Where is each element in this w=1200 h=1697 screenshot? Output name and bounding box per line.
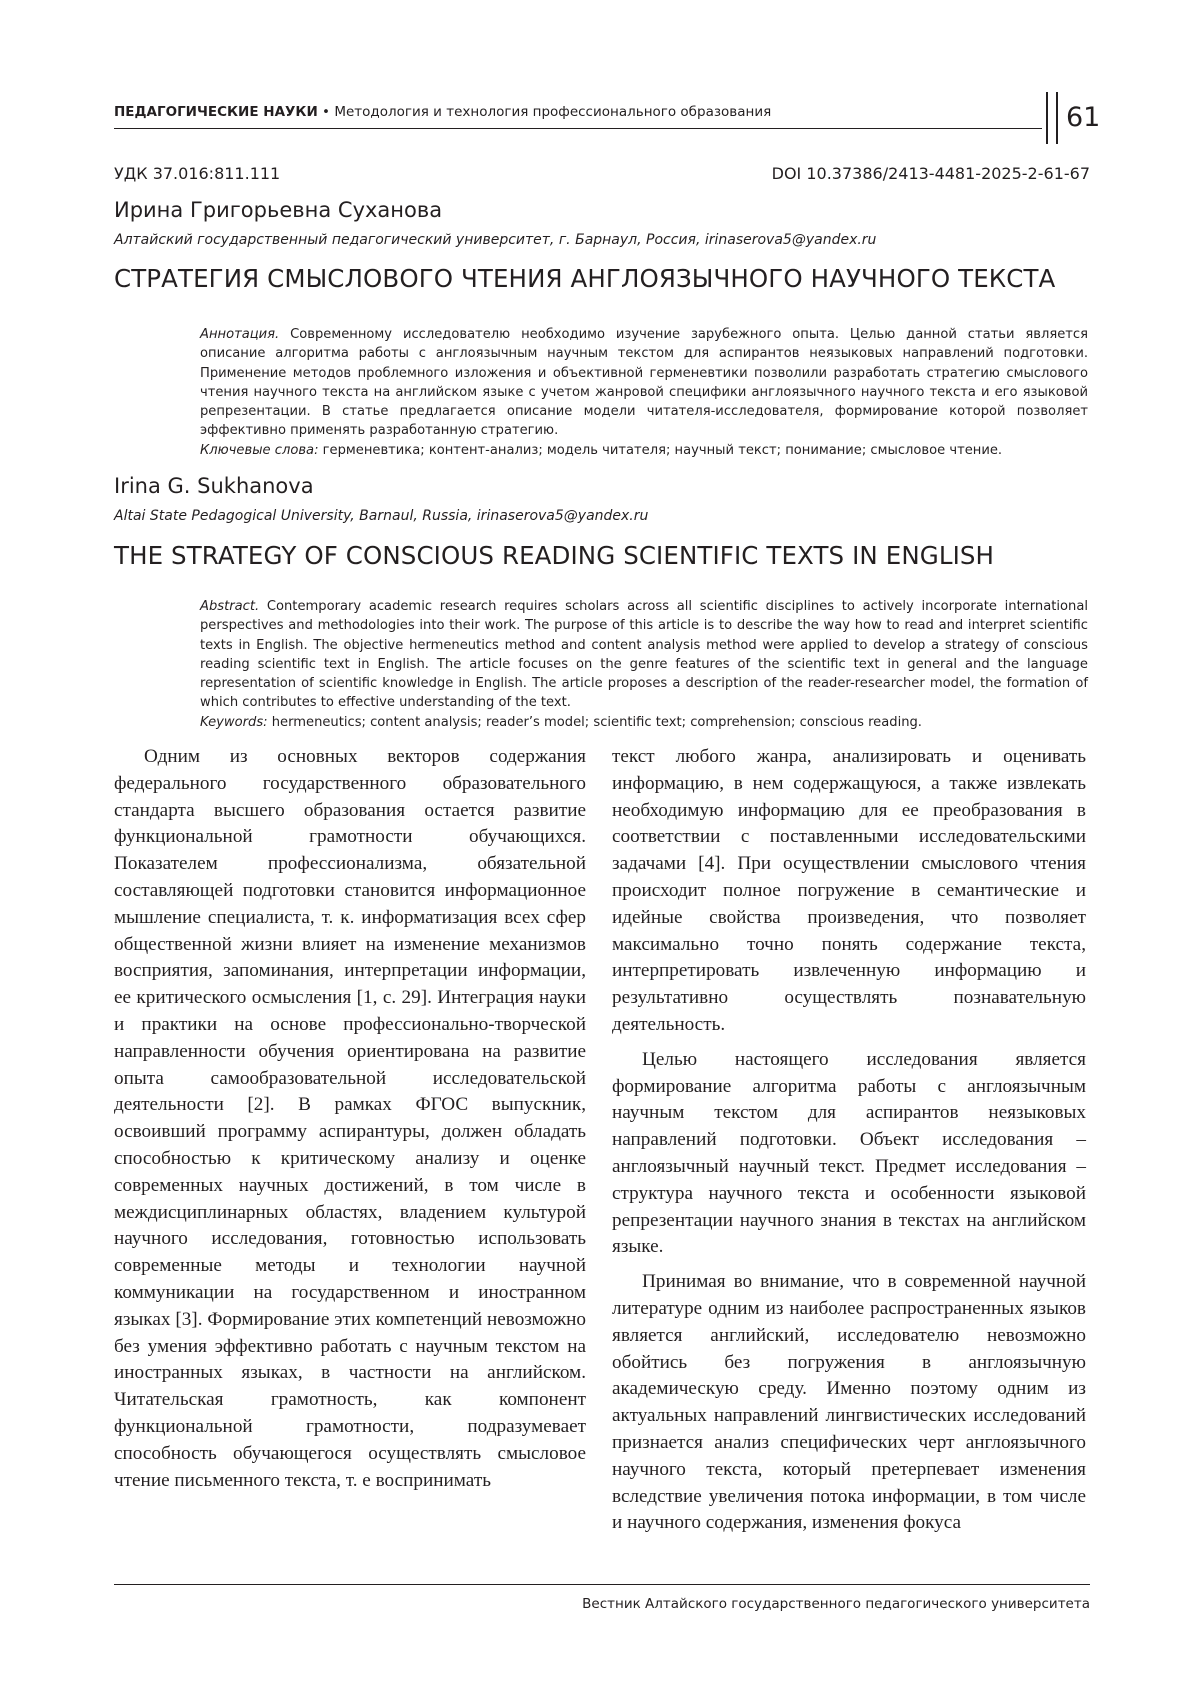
abstract-en-text: Contemporary academic research requires scholars across all scientific disciplines to actively incorporate international perspectives and methodologies into their work. The purpose of this article is to describe the way how to read and interpret scientific texts in English. The objective hermeneutics method and content analysis method were applied to develop a strategy of conscious reading scientific text in English. The article focuses on the genre features of the scientific text in general and the language representation of scientific knowledge in English. The article proposes a description of the reader-researcher model, the formation of which contributes to effective understanding of the text. [200, 599, 1089, 711]
body-column-left [114, 744, 586, 1494]
header-rule [114, 128, 1042, 129]
footer-journal-name: Вестник Алтайского государственного педагогического университета [582, 1596, 1090, 1612]
abstract-ru-text: Современному исследователю необходимо изучение зарубежного опыта. Целью данной статьи является описание алгоритма работы с англоязычным научным текстом для аспирантов неязыковых направлений подготовки. Применение методов проблемного изложения и объективной герменевтики позволили разработать стратегию смыслового чтения научного текста на английском языке с учетом жанровой специфики англоязычного научного текста и его языковой репрезентации. В статье предлагается описание модели читателя-исследователя, формирование которой позволяет эффективно применять разработанную стратегию. [200, 327, 1088, 439]
doi[interactable]: DOI 10.37386/2413-4481-2025-2-61-67 [771, 164, 1090, 183]
author-ru: Ирина Григорьевна Суханова [114, 198, 443, 222]
affiliation-en: Altai State Pedagogical University, Barnaul, Russia, irinaserova5@yandex.ru [114, 508, 649, 524]
title-ru: СТРАТЕГИЯ СМЫСЛОВОГО ЧТЕНИЯ АНГЛОЯЗЫЧНОГО НАУЧНОГО ТЕКСТА [114, 264, 1056, 293]
author-en: Irina G. Sukhanova [114, 474, 314, 498]
body-column-right [612, 744, 1086, 1537]
header-section: ПЕДАГОГИЧЕСКИЕ НАУКИ [114, 104, 318, 120]
keywords-ru-text: герменевтика; контент-анализ; модель читателя; научный текст; понимание; смысловое чтение. [322, 442, 1003, 458]
body-paragraph: Принимая во внимание, что в современной научной литературе одним из наиболее распространенных языков является английский, исследователю невозможно обойтись без погружения в англоязычную академическую среду. Именно поэтому одним из актуальных направлений лингвистических исследований признается анализ специфических черт англоязычного научного текста, который претерпевает изменения вследствие увеличения потока информации, в том числе и научного содержания, изменения фокуса [612, 1271, 1086, 1534]
footer-rule [114, 1584, 1090, 1585]
keywords-en-label: Keywords: [200, 714, 268, 730]
abstract-en [200, 597, 1088, 732]
page-number: 61 [1066, 102, 1101, 133]
running-header-text [114, 104, 771, 120]
abstract-en-label: Abstract. [200, 599, 260, 614]
abstract-ru [200, 325, 1088, 460]
abstract-ru-label: Аннотация. [200, 327, 280, 342]
keywords-en-text: hermeneutics; content analysis; reader’s model; scientific text; comprehension; conscious reading. [271, 714, 922, 730]
keywords-ru-label: Ключевые слова: [200, 442, 319, 458]
udk-code: УДК 37.016:811.111 [114, 164, 281, 183]
running-header [114, 100, 1042, 136]
affiliation-ru: Алтайский государственный педагогический университет, г. Барнаул, Россия, irinaserova5@yandex.ru [114, 232, 877, 248]
body-paragraph: Одним из основных векторов содержания федерального государственного образовательного стандарта высшего образования остается развитие функциональной грамотности обучающихся. Показателем профессионализма, обязательной составляющей подготовки становится информационное мышление специалиста, т. к. информатизация всех сфер общественной жизни влияет на изменение механизмов восприятия, запоминания, интерпретации информации, ее критического осмысления [1, с. 29]. Интеграция науки и практики на основе профессионально-творческой направленности обучения ориентирована на развитие опыта самообразовательной исследовательской деятельности [2]. В рамках ФГОС выпускник, освоивший программу аспирантуры, должен обладать способностью к критическому анализу и оценке современных научных достижений, в том числе в междисциплинарных областях, владением культурой научного исследования, готовностью использовать современные методы и технологии научной коммуникации на государственном и иностранном языках [3]. Формирование этих компетенций невозможно без умения эффективно работать с научным текстом на иностранных языках, в частности на английском. Читательская грамотность, как компонент функциональной грамотности, подразумевает способность обучающегося осуществлять смысловое чтение письменного текста, т. е воспринимать [114, 746, 586, 1491]
header-subsection: Методология и технология профессионального образования [334, 104, 772, 120]
body-paragraph: Целью настоящего исследования является формирование алгоритма работы с англоязычным научным текстом для аспирантов неязыковых направлений подготовки. Объект исследования – англоязычный научный текст. Предмет исследования – структура научного текста и особенности языковой репрезентации научного знания в текстах на английском языке. [612, 1048, 1086, 1258]
body-paragraph-continued: текст любого жанра, анализировать и оценивать информацию, в нем содержащуюся, а также извлекать необходимую информацию для ее преобразования в соответствии с поставленными исследовательскими задачами [4]. При осуществлении смыслового чтения происходит полное погружение в семантические и идейные свойства произведения, что позволяет максимально точно понять содержание текста, интерпретировать извлеченную информацию и результативно осуществлять познавательную деятельность. [612, 746, 1086, 1035]
page-number-bars [1046, 92, 1058, 144]
header-separator: • [317, 104, 335, 120]
title-en: THE STRATEGY OF CONSCIOUS READING SCIENTIFIC TEXTS IN ENGLISH [114, 541, 995, 570]
